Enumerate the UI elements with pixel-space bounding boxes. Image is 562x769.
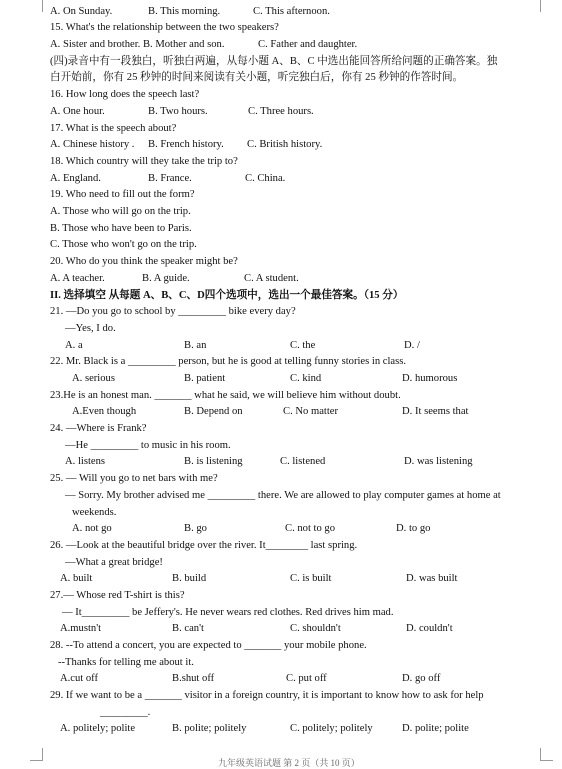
crop-mark-top-left — [30, 0, 43, 12]
text-line: 26. —Look at the beautiful bridge over the river. It________ last spring. — [50, 540, 358, 551]
text-line: 27.— Whose red T-shirt is this? — [50, 590, 185, 601]
text-line: weekends. — [72, 507, 117, 518]
answer-option: B. an — [184, 340, 207, 351]
answer-option: D. It seems that — [402, 406, 469, 417]
text-line: A.mustn't — [60, 623, 102, 634]
answer-option: C. the — [290, 340, 316, 351]
answer-option: D. couldn't — [406, 623, 453, 634]
answer-option: B. French history. — [148, 139, 224, 150]
text-line: _________. — [100, 707, 151, 718]
answer-option: B.shut off — [172, 673, 215, 684]
text-line: A. listens — [65, 456, 106, 467]
answer-option: B. can't — [172, 623, 204, 634]
text-line: A. Sister and brother. B. Mother and son. — [50, 39, 225, 50]
answer-option: D. / — [404, 340, 420, 351]
text-line: 19. Who need to fill out the form? — [50, 189, 195, 200]
text-line: A. A teacher. — [50, 273, 105, 284]
answer-option: D. to go — [396, 523, 431, 534]
text-line: 16. How long does the speech last? — [50, 89, 200, 100]
text-line: --Thanks for telling me about it. — [58, 657, 194, 668]
answer-option: C. not to go — [285, 523, 336, 534]
text-line: A.cut off — [60, 673, 99, 684]
text-line: 15. What's the relationship between the two speakers? — [50, 22, 279, 33]
answer-option: C. put off — [286, 673, 327, 684]
answer-option: B. A guide. — [142, 273, 190, 284]
answer-option: B. patient — [184, 373, 226, 384]
text-line: (四)录音中有一段独白，听独白两遍，从每小题 A、B、C 中选出能回答所给问题的正确答案。独 — [50, 56, 498, 67]
text-line: 24. —Where is Frank? — [50, 423, 147, 434]
text-line: —He _________ to music in his room. — [65, 440, 231, 451]
answer-option: D. humorous — [402, 373, 458, 384]
text-line: 白开始前，你有 25 秒钟的时间来阅读有关小题，听完独白后，你有 25 秒钟的作答时间。 — [50, 72, 464, 83]
answer-option: C. No matter — [283, 406, 339, 417]
text-line: C. Those who won't go on the trip. — [50, 239, 197, 250]
text-line: B. Those who have been to Paris. — [50, 223, 192, 234]
answer-option: C. Father and daughter. — [258, 39, 358, 50]
text-line: — It_________ be Jeffery's. He never wears red clothes. Red drives him mad. — [62, 607, 394, 618]
text-line: A. Those who will go on the trip. — [50, 206, 191, 217]
page-footer: 九年级英语试题 第 2 页（共 10 页） — [218, 758, 360, 768]
answer-option: C. Three hours. — [248, 106, 314, 117]
answer-option: D. go off — [402, 673, 441, 684]
text-line: 18. Which country will they take the trip to? — [50, 156, 238, 167]
crop-mark-bottom-left — [30, 748, 43, 761]
text-line: II. 选择填空 从每题 A、B、C、D四个选项中，选出一个最佳答案。（15 分） — [50, 290, 404, 301]
answer-option: C. shouldn't — [290, 623, 341, 634]
text-line: 23.He is an honest man. _______ what he said, we will believe him without doubt. — [50, 390, 401, 401]
text-line: A.Even though — [72, 406, 137, 417]
answer-option: B. is listening — [184, 456, 243, 467]
text-line: — Sorry. My brother advised me _________ there. We are allowed to play computer games at home at — [65, 490, 501, 501]
text-line: A. serious — [72, 373, 115, 384]
answer-option: C. kind — [290, 373, 322, 384]
text-line: —What a great bridge! — [65, 557, 163, 568]
answer-option: B. France. — [148, 173, 192, 184]
text-line: 25. — Will you go to net bars with me? — [50, 473, 218, 484]
text-line: A. On Sunday. — [50, 6, 113, 17]
crop-mark-top-right — [540, 0, 553, 12]
answer-option: B. build — [172, 573, 207, 584]
text-line: 29. If we want to be a _______ visitor in a foreign country, it is important to know how to ask for help — [50, 690, 484, 701]
text-line: 22. Mr. Black is a _________ person, but he is good at telling funny stories in class. — [50, 356, 407, 367]
text-line: 28. --To attend a concert, you are expected to _______ your mobile phone. — [50, 640, 367, 651]
text-line: A. built — [60, 573, 93, 584]
answer-option: C. This afternoon. — [253, 6, 330, 17]
text-line: 17. What is the speech about? — [50, 123, 177, 134]
answer-option: D. polite; polite — [402, 723, 469, 734]
answer-option: B. Depend on — [184, 406, 243, 417]
text-line: A. One hour. — [50, 106, 105, 117]
answer-option: D. was listening — [404, 456, 473, 467]
answer-option: D. was built — [406, 573, 458, 584]
answer-option: C. is built — [290, 573, 332, 584]
answer-option: B. polite; politely — [172, 723, 247, 734]
answer-option: B. Two hours. — [148, 106, 208, 117]
text-line: A. not go — [72, 523, 112, 534]
text-line: A. politely; polite — [60, 723, 136, 734]
answer-option: C. China. — [245, 173, 286, 184]
answer-option: C. British history. — [247, 139, 323, 150]
answer-option: B. This morning. — [148, 6, 221, 17]
text-line: 20. Who do you think the speaker might be? — [50, 256, 238, 267]
answer-option: C. listened — [280, 456, 326, 467]
crop-mark-bottom-right — [540, 748, 553, 761]
text-line: A. Chinese history . — [50, 139, 135, 150]
text-line: —Yes, I do. — [65, 323, 116, 334]
answer-option: C. politely; politely — [290, 723, 373, 734]
answer-option: C. A student. — [244, 273, 299, 284]
answer-option: B. go — [184, 523, 207, 534]
text-line: 21. —Do you go to school by _________ bike every day? — [50, 306, 296, 317]
text-line: A. a — [65, 340, 83, 351]
text-line: A. England. — [50, 173, 101, 184]
